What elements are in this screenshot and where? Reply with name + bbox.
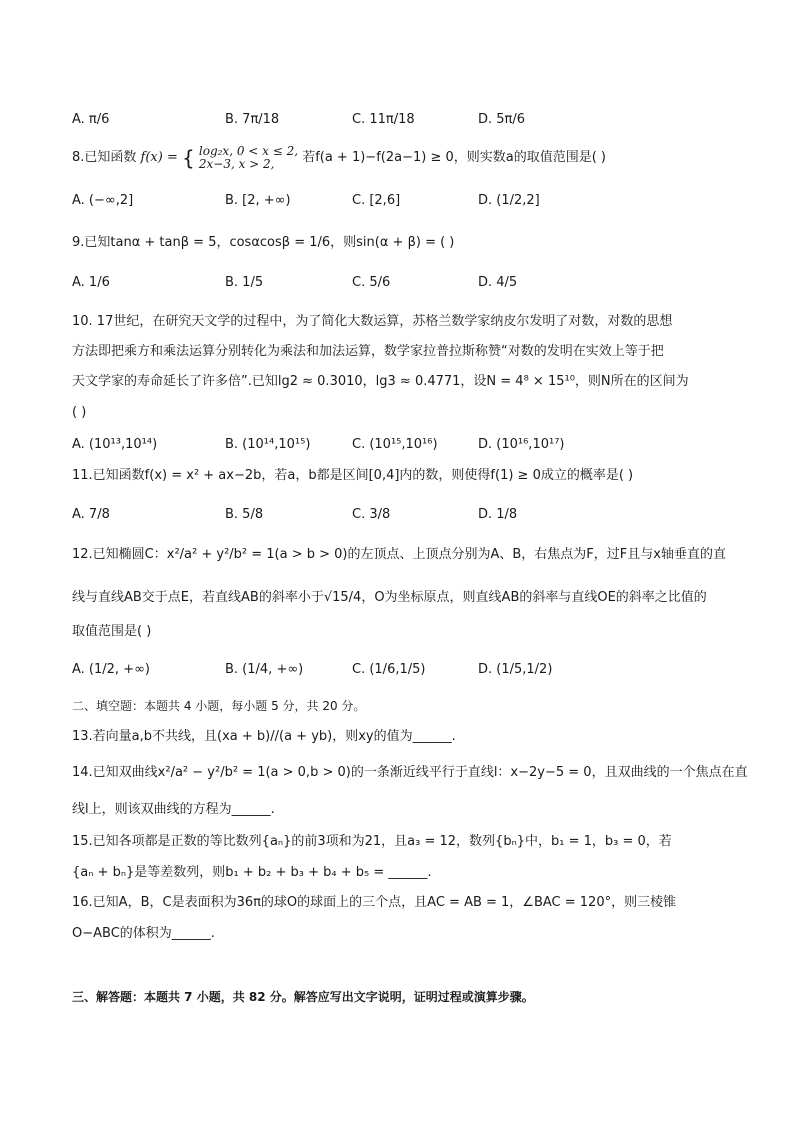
q7-options bbox=[72, 105, 732, 135]
q8-stem-prefix: 8.已知函数 bbox=[72, 150, 137, 165]
q8-stem bbox=[72, 145, 734, 175]
q9-option-c: C. 5/6 bbox=[352, 275, 391, 290]
q12-line-3: 取值范围是( ) bbox=[72, 624, 152, 639]
section-2-heading: 二、填空题：本题共 4 小题，每小题 5 分，共 20 分。 bbox=[72, 699, 366, 713]
q10-option-d: D. (10¹⁶,10¹⁷) bbox=[478, 437, 565, 452]
q7-option-b: B. 7π/18 bbox=[225, 112, 280, 127]
q16-line-2: O−ABC的体积为______. bbox=[72, 926, 215, 941]
q9-option-a: A. 1/6 bbox=[72, 275, 110, 290]
q10-options bbox=[72, 430, 732, 460]
q8-function: f(x) = bbox=[140, 150, 178, 165]
q7-option-c: C. 11π/18 bbox=[352, 112, 415, 127]
q8-brace: { bbox=[182, 146, 195, 170]
q11-option-a: A. 7/8 bbox=[72, 507, 110, 522]
q11-option-c: C. 3/8 bbox=[352, 507, 391, 522]
q8-option-b: B. [2, +∞) bbox=[225, 193, 291, 208]
q8-cases bbox=[199, 145, 298, 171]
q12-option-a: A. (1/2, +∞) bbox=[72, 662, 150, 677]
q10-option-c: C. (10¹⁵,10¹⁶) bbox=[352, 437, 438, 452]
q14-line-1: 14.已知双曲线x²/a² − y²/b² = 1(a > 0,b > 0)的一条渐近线平行于直线l：x−2y−5 = 0，且双曲线的一个焦点在直 bbox=[72, 765, 748, 780]
q10-option-b: B. (10¹⁴,10¹⁵) bbox=[225, 437, 311, 452]
q12-options bbox=[72, 655, 732, 685]
q12-option-d: D. (1/5,1/2) bbox=[478, 662, 553, 677]
q16-line-1: 16.已知A，B，C是表面积为36π的球O的球面上的三个点，且AC = AB = 1，∠BAC = 120°，则三棱锥 bbox=[72, 895, 677, 910]
q10-line-4: ( ) bbox=[72, 405, 87, 420]
q15-line-1: 15.已知各项都是正数的等比数列{aₙ}的前3项和为21，且a₃ = 12，数列{bₙ}中，b₁ = 1，b₃ = 0，若 bbox=[72, 834, 672, 849]
q11-options bbox=[72, 500, 732, 530]
q8-option-a: A. (−∞,2] bbox=[72, 193, 134, 208]
q12-line-1: 12.已知椭圆C：x²/a² + y²/b² = 1(a > b > 0)的左顶点、上顶点分别为A、B，右焦点为F，过F且与x轴垂直的直 bbox=[72, 547, 726, 562]
q9-option-b: B. 1/5 bbox=[225, 275, 264, 290]
q10-line-1: 10. 17世纪，在研究天文学的过程中，为了简化大数运算，苏格兰数学家纳皮尔发明了对数，对数的思想 bbox=[72, 314, 673, 329]
q11-option-d: D. 1/8 bbox=[478, 507, 518, 522]
q12-option-b: B. (1/4, +∞) bbox=[225, 662, 304, 677]
q9-stem: 9.已知tanα + tanβ = 5，cosαcosβ = 1/6，则sin(α + β) = ( ) bbox=[72, 235, 455, 250]
q10-line-2: 方法即把乘方和乘法运算分别转化为乘法和加法运算，数学家拉普拉斯称赞“对数的发明在实效上等于把 bbox=[72, 344, 664, 359]
q8-option-c: C. [2,6] bbox=[352, 193, 401, 208]
q10-option-a: A. (10¹³,10¹⁴) bbox=[72, 437, 158, 452]
q14-line-2: 线l上，则该双曲线的方程为______. bbox=[72, 802, 275, 817]
q13-stem: 13.若向量a,b不共线，且(xa + b)//(a + yb)，则xy的值为______. bbox=[72, 729, 456, 744]
q8-options bbox=[72, 186, 732, 216]
q10-line-3: 天文学家的寿命延长了许多倍”.已知lg2 ≈ 0.3010，lg3 ≈ 0.4771，设N = 4⁸ × 15¹⁰，则N所在的区间为 bbox=[72, 374, 689, 389]
q8-case-1: log₂x, 0 < x ≤ 2, bbox=[198, 144, 299, 158]
q11-stem: 11.已知函数f(x) = x² + ax−2b，若a，b都是区间[0,4]内的数，则使得f(1) ≥ 0成立的概率是( ) bbox=[72, 468, 634, 483]
q9-option-d: D. 4/5 bbox=[478, 275, 518, 290]
q12-line-2: 线与直线AB交于点E，若直线AB的斜率小于√15/4，O为坐标原点，则直线AB的斜率与直线OE的斜率之比值的 bbox=[72, 590, 707, 605]
q11-option-b: B. 5/8 bbox=[225, 507, 264, 522]
section-3-heading: 三、解答题：本题共 7 小题，共 82 分。解答应写出文字说明，证明过程或演算步骤。 bbox=[72, 990, 534, 1004]
q15-line-2: {aₙ + bₙ}是等差数列，则b₁ + b₂ + b₃ + b₄ + b₅ = ______. bbox=[72, 865, 432, 880]
q8-stem-suffix: 若f(a + 1)−f(2a−1) ≥ 0，则实数a的取值范围是( ) bbox=[302, 150, 606, 165]
q7-option-d: D. 5π/6 bbox=[478, 112, 526, 127]
q9-options bbox=[72, 268, 732, 298]
q12-option-c: C. (1/6,1/5) bbox=[352, 662, 426, 677]
q8-case-2: 2x−3, x > 2, bbox=[198, 157, 275, 171]
q7-option-a: A. π/6 bbox=[72, 112, 110, 127]
q8-option-d: D. (1/2,2] bbox=[478, 193, 540, 208]
